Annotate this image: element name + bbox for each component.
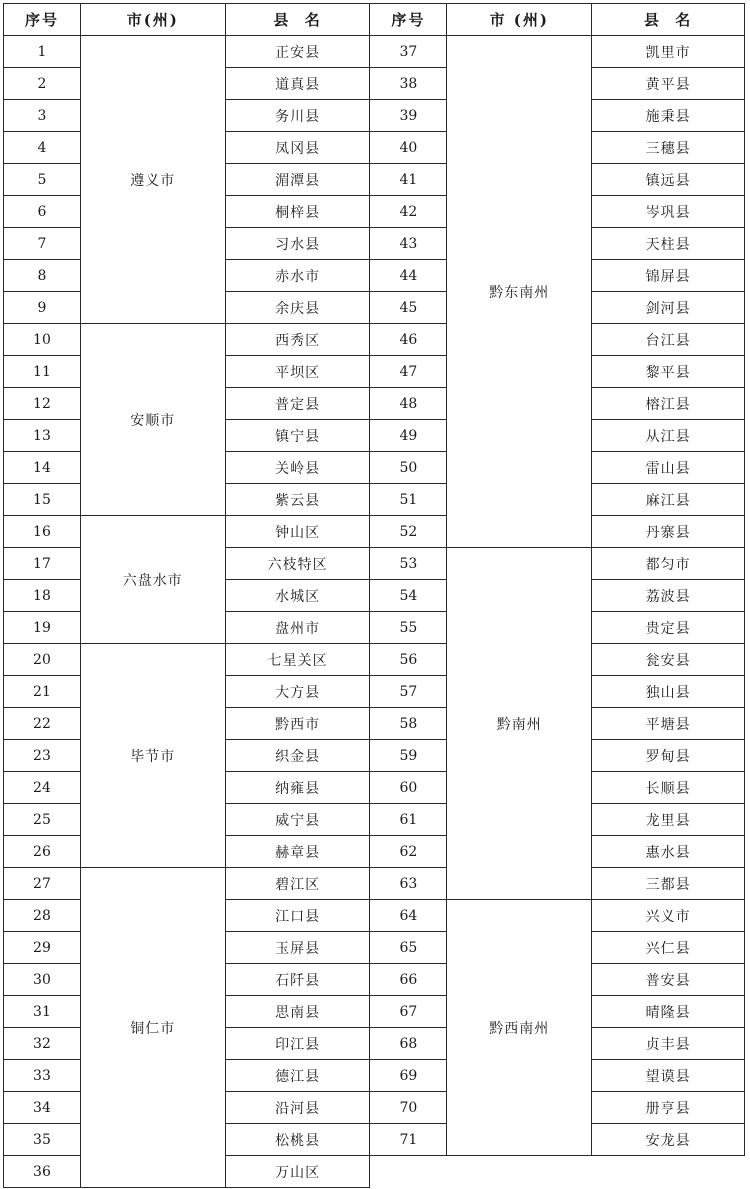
left-county-cell: 正安县 [225, 36, 370, 68]
left-county-cell: 威宁县 [225, 804, 370, 836]
right-seq-cell: 70 [370, 1092, 447, 1124]
left-seq-cell: 14 [4, 452, 81, 484]
right-seq-cell: 58 [370, 708, 447, 740]
left-seq-cell: 35 [4, 1124, 81, 1156]
right-city-cell: 黔南州 [447, 548, 592, 900]
right-county-cell: 龙里县 [592, 804, 745, 836]
right-county-cell: 镇远县 [592, 164, 745, 196]
right-seq-cell: 42 [370, 196, 447, 228]
header-county-right: 县 名 [592, 4, 745, 36]
right-city-cell: 黔东南州 [447, 36, 592, 548]
right-county-cell: 雷山县 [592, 452, 745, 484]
right-seq-cell: 49 [370, 420, 447, 452]
left-county-cell: 余庆县 [225, 292, 370, 324]
right-seq-cell: 37 [370, 36, 447, 68]
right-seq-cell: 38 [370, 68, 447, 100]
left-seq-cell: 25 [4, 804, 81, 836]
right-county-cell: 安龙县 [592, 1124, 745, 1156]
right-seq-cell: 43 [370, 228, 447, 260]
right-county-cell: 都匀市 [592, 548, 745, 580]
left-county-cell: 赤水市 [225, 260, 370, 292]
left-county-cell: 黔西市 [225, 708, 370, 740]
left-county-cell: 赫章县 [225, 836, 370, 868]
header-city-right: 市 (州) [447, 4, 592, 36]
right-county-cell: 三穗县 [592, 132, 745, 164]
right-county-cell: 兴仁县 [592, 932, 745, 964]
left-seq-cell: 17 [4, 548, 81, 580]
table-row [4, 868, 745, 900]
right-seq-cell: 44 [370, 260, 447, 292]
table-row [4, 36, 745, 68]
right-seq-cell: 66 [370, 964, 447, 996]
left-seq-cell: 34 [4, 1092, 81, 1124]
left-county-cell: 道真县 [225, 68, 370, 100]
right-county-cell: 丹寨县 [592, 516, 745, 548]
left-seq-cell: 12 [4, 388, 81, 420]
left-county-cell: 六枝特区 [225, 548, 370, 580]
left-seq-cell: 15 [4, 484, 81, 516]
county-list-document [3, 3, 745, 1188]
county-table [3, 3, 745, 1188]
table-row [4, 644, 745, 676]
left-city-cell: 遵义市 [80, 36, 225, 324]
right-seq-cell: 47 [370, 356, 447, 388]
left-city-cell: 安顺市 [80, 324, 225, 516]
right-seq-cell: 52 [370, 516, 447, 548]
right-seq-cell: 65 [370, 932, 447, 964]
right-county-cell: 贵定县 [592, 612, 745, 644]
right-seq-cell: 56 [370, 644, 447, 676]
right-seq-cell: 71 [370, 1124, 447, 1156]
right-county-cell: 黄平县 [592, 68, 745, 100]
left-county-cell: 万山区 [225, 1156, 370, 1188]
left-county-cell: 平坝区 [225, 356, 370, 388]
left-county-cell: 松桃县 [225, 1124, 370, 1156]
right-county-cell: 岑巩县 [592, 196, 745, 228]
left-seq-cell: 29 [4, 932, 81, 964]
left-county-cell: 沿河县 [225, 1092, 370, 1124]
right-seq-cell: 68 [370, 1028, 447, 1060]
left-seq-cell: 18 [4, 580, 81, 612]
right-seq-cell: 60 [370, 772, 447, 804]
right-county-cell: 瓮安县 [592, 644, 745, 676]
left-seq-cell: 36 [4, 1156, 81, 1188]
header-seq: 序号 [4, 4, 81, 36]
table-row [4, 516, 745, 548]
left-seq-cell: 23 [4, 740, 81, 772]
right-county-cell: 贞丰县 [592, 1028, 745, 1060]
left-county-cell: 印江县 [225, 1028, 370, 1060]
left-county-cell: 桐梓县 [225, 196, 370, 228]
left-seq-cell: 13 [4, 420, 81, 452]
right-county-cell: 麻江县 [592, 484, 745, 516]
left-seq-cell: 26 [4, 836, 81, 868]
right-county-cell: 三都县 [592, 868, 745, 900]
header-city: 市(州) [80, 4, 225, 36]
left-county-cell: 镇宁县 [225, 420, 370, 452]
left-seq-cell: 24 [4, 772, 81, 804]
left-seq-cell: 5 [4, 164, 81, 196]
right-seq-cell: 59 [370, 740, 447, 772]
left-seq-cell: 8 [4, 260, 81, 292]
left-seq-cell: 32 [4, 1028, 81, 1060]
right-seq-cell: 40 [370, 132, 447, 164]
left-seq-cell: 11 [4, 356, 81, 388]
right-county-cell: 册亨县 [592, 1092, 745, 1124]
left-county-cell: 纳雍县 [225, 772, 370, 804]
right-seq-cell: 69 [370, 1060, 447, 1092]
right-seq-cell: 50 [370, 452, 447, 484]
right-seq-cell: 54 [370, 580, 447, 612]
header-county: 县 名 [225, 4, 370, 36]
left-seq-cell: 1 [4, 36, 81, 68]
left-seq-cell: 4 [4, 132, 81, 164]
right-seq-cell: 61 [370, 804, 447, 836]
right-empty-cell [370, 1156, 745, 1188]
header-seq-right: 序号 [370, 4, 447, 36]
left-seq-cell: 16 [4, 516, 81, 548]
left-county-cell: 七星关区 [225, 644, 370, 676]
right-county-cell: 独山县 [592, 676, 745, 708]
table-body [4, 36, 745, 1188]
right-county-cell: 长顺县 [592, 772, 745, 804]
right-seq-cell: 39 [370, 100, 447, 132]
right-city-cell: 黔西南州 [447, 900, 592, 1156]
right-seq-cell: 41 [370, 164, 447, 196]
left-county-cell: 凤冈县 [225, 132, 370, 164]
left-seq-cell: 19 [4, 612, 81, 644]
right-seq-cell: 62 [370, 836, 447, 868]
left-county-cell: 德江县 [225, 1060, 370, 1092]
right-county-cell: 台江县 [592, 324, 745, 356]
right-county-cell: 惠水县 [592, 836, 745, 868]
table-row [4, 324, 745, 356]
right-county-cell: 兴义市 [592, 900, 745, 932]
left-seq-cell: 22 [4, 708, 81, 740]
right-county-cell: 锦屏县 [592, 260, 745, 292]
right-seq-cell: 48 [370, 388, 447, 420]
right-county-cell: 从江县 [592, 420, 745, 452]
left-seq-cell: 7 [4, 228, 81, 260]
left-seq-cell: 10 [4, 324, 81, 356]
left-seq-cell: 31 [4, 996, 81, 1028]
left-county-cell: 大方县 [225, 676, 370, 708]
right-seq-cell: 45 [370, 292, 447, 324]
right-seq-cell: 63 [370, 868, 447, 900]
left-county-cell: 关岭县 [225, 452, 370, 484]
left-seq-cell: 9 [4, 292, 81, 324]
header-row [4, 4, 745, 36]
right-county-cell: 罗甸县 [592, 740, 745, 772]
left-city-cell: 六盘水市 [80, 516, 225, 644]
left-county-cell: 湄潭县 [225, 164, 370, 196]
right-county-cell: 望谟县 [592, 1060, 745, 1092]
left-county-cell: 江口县 [225, 900, 370, 932]
right-seq-cell: 53 [370, 548, 447, 580]
right-county-cell: 榕江县 [592, 388, 745, 420]
left-county-cell: 钟山区 [225, 516, 370, 548]
left-county-cell: 玉屏县 [225, 932, 370, 964]
right-seq-cell: 57 [370, 676, 447, 708]
right-county-cell: 施秉县 [592, 100, 745, 132]
left-county-cell: 紫云县 [225, 484, 370, 516]
left-seq-cell: 21 [4, 676, 81, 708]
right-county-cell: 平塘县 [592, 708, 745, 740]
right-seq-cell: 51 [370, 484, 447, 516]
right-county-cell: 荔波县 [592, 580, 745, 612]
left-seq-cell: 27 [4, 868, 81, 900]
left-seq-cell: 28 [4, 900, 81, 932]
left-county-cell: 水城区 [225, 580, 370, 612]
left-seq-cell: 30 [4, 964, 81, 996]
left-county-cell: 务川县 [225, 100, 370, 132]
left-seq-cell: 2 [4, 68, 81, 100]
right-seq-cell: 46 [370, 324, 447, 356]
right-seq-cell: 55 [370, 612, 447, 644]
right-seq-cell: 67 [370, 996, 447, 1028]
left-seq-cell: 20 [4, 644, 81, 676]
left-county-cell: 习水县 [225, 228, 370, 260]
right-county-cell: 剑河县 [592, 292, 745, 324]
right-county-cell: 凯里市 [592, 36, 745, 68]
left-city-cell: 毕节市 [80, 644, 225, 868]
left-seq-cell: 3 [4, 100, 81, 132]
left-seq-cell: 33 [4, 1060, 81, 1092]
left-county-cell: 织金县 [225, 740, 370, 772]
left-county-cell: 普定县 [225, 388, 370, 420]
right-county-cell: 黎平县 [592, 356, 745, 388]
right-county-cell: 普安县 [592, 964, 745, 996]
left-county-cell: 盘州市 [225, 612, 370, 644]
right-county-cell: 晴隆县 [592, 996, 745, 1028]
left-county-cell: 西秀区 [225, 324, 370, 356]
right-county-cell: 天柱县 [592, 228, 745, 260]
left-county-cell: 石阡县 [225, 964, 370, 996]
left-county-cell: 碧江区 [225, 868, 370, 900]
left-seq-cell: 6 [4, 196, 81, 228]
left-city-cell: 铜仁市 [80, 868, 225, 1188]
left-county-cell: 思南县 [225, 996, 370, 1028]
right-seq-cell: 64 [370, 900, 447, 932]
